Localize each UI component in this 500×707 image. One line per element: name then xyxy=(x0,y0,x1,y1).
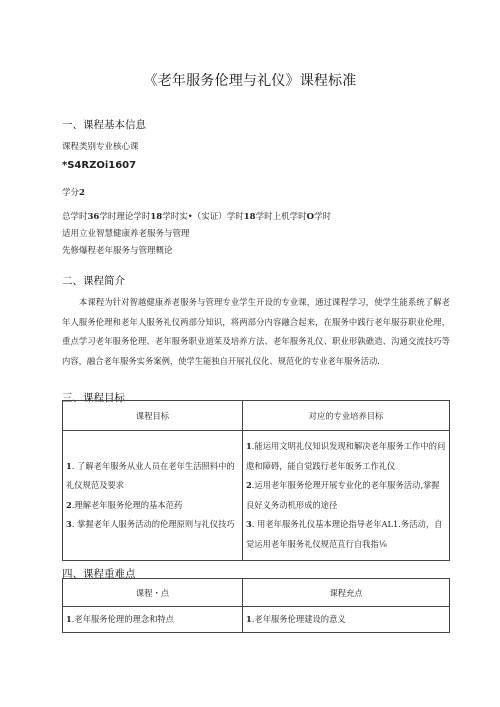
item-text: .能运用文明礼仪知识发现和解决老年服务工作中的问遨和障碍，能自觉践行老年皈务工作礼仪 xyxy=(246,441,446,471)
hours-value: O xyxy=(306,212,314,222)
item-text: .老年服务伦理的理念和特点 xyxy=(71,613,174,624)
objectives-col-header: 课程目标 xyxy=(63,401,243,431)
table-header-row xyxy=(63,401,450,431)
hours-part: 学时 xyxy=(314,212,332,222)
item-number: 3 xyxy=(66,519,72,529)
item-text: . 用老年服务礼仪基本理论指导老年AL1.务活动，自觉运用老年服务礼仪规范苴行自我指⅛ xyxy=(246,519,443,549)
item-number: 1 xyxy=(246,613,252,624)
hours-part: 学时上机学时 xyxy=(255,212,307,222)
key-points-col-header: 课程・点 xyxy=(63,579,243,607)
list-item xyxy=(246,515,446,554)
difficulties-col-header: 课程充点 xyxy=(243,579,450,607)
document-title: 《老年服务伦理与礼仪》课程标准 xyxy=(143,73,357,89)
course-code: *S4RZOi1607 xyxy=(62,160,137,171)
objectives-cell xyxy=(63,431,243,561)
item-text: . 了解老年服务从业人员在老年生活照料中的礼仪规范及要求 xyxy=(66,460,235,490)
section-heading-intro: 二、课程简介 xyxy=(62,275,125,287)
credits-value: 2 xyxy=(79,188,85,198)
item-number: 3 xyxy=(246,519,252,529)
hours-value: 18 xyxy=(243,212,256,222)
item-number: 2 xyxy=(66,499,72,510)
prerequisite-course: 先修爆程老年服务与管理概论 xyxy=(62,246,173,256)
hours-part: 学时理论学时 xyxy=(99,212,151,222)
item-number: 1 xyxy=(246,441,252,451)
item-number: 1 xyxy=(66,460,72,471)
difficulty-cell xyxy=(243,607,450,633)
list-item xyxy=(246,437,446,476)
list-item xyxy=(246,476,446,515)
course-hours xyxy=(62,210,331,222)
table-row xyxy=(63,431,450,561)
table-row xyxy=(63,607,450,633)
hours-value: 18 xyxy=(150,212,163,222)
applicable-major: 适用立业智慧健康养老服务与管理 xyxy=(62,229,190,239)
course-category: 课程类别专业核心课 xyxy=(62,142,139,152)
item-number: 2 xyxy=(246,480,252,490)
item-text: . 掌握老年人服务活动的伦理原则与礼仪技巧 xyxy=(71,519,235,529)
list-item xyxy=(66,515,239,535)
course-credits xyxy=(62,186,85,198)
section-heading-key-points: 四、课程重难点 xyxy=(62,568,136,580)
credits-label: 学分 xyxy=(62,188,80,198)
hours-value: 36 xyxy=(87,212,100,222)
key-points-table xyxy=(62,578,450,633)
item-number: 1 xyxy=(66,613,72,624)
section-heading-basic-info: 一、课程基本信息 xyxy=(62,119,146,131)
objectives-table xyxy=(62,400,450,561)
list-item xyxy=(66,457,239,496)
list-item xyxy=(66,496,239,516)
hours-part: 学时实•（实证）学时 xyxy=(162,212,244,222)
table-header-row xyxy=(63,579,450,607)
item-text: .理解老年服务伦理的基本范药 xyxy=(71,499,183,510)
training-goals-col-header: 对应的专业培养目标 xyxy=(243,401,450,431)
course-intro-paragraph: 本课程为针对智越健康养老服务与管理专业学生开设的专业课，通过课程学习，使学生能系统了解老年人服务伦理和老年人服务礼仪两部分知识，将两部分内容融合起来，在服务中践行老年服芬职业伦理，重点学习老年服务伦理、老年服务职业道茱及培养方法、老年服务礼仪、职业形孰礁造、沟通交流技巧等内容，融合老年服务实务案例，使学生能独自开展礼仪化、规范化的专业老年服务活动. xyxy=(62,297,450,366)
hours-part: 总学时 xyxy=(62,212,88,222)
item-text: .运用老年服务伦理开展专业化的老年服务活动,掌握良好义务动机形成的途径 xyxy=(246,480,440,510)
section-heading-objectives: 三、课程目标 xyxy=(62,392,125,404)
key-point-cell xyxy=(63,607,243,633)
training-goals-cell xyxy=(243,431,450,561)
item-text: .老年服务伦理建设的意义 xyxy=(251,613,346,624)
